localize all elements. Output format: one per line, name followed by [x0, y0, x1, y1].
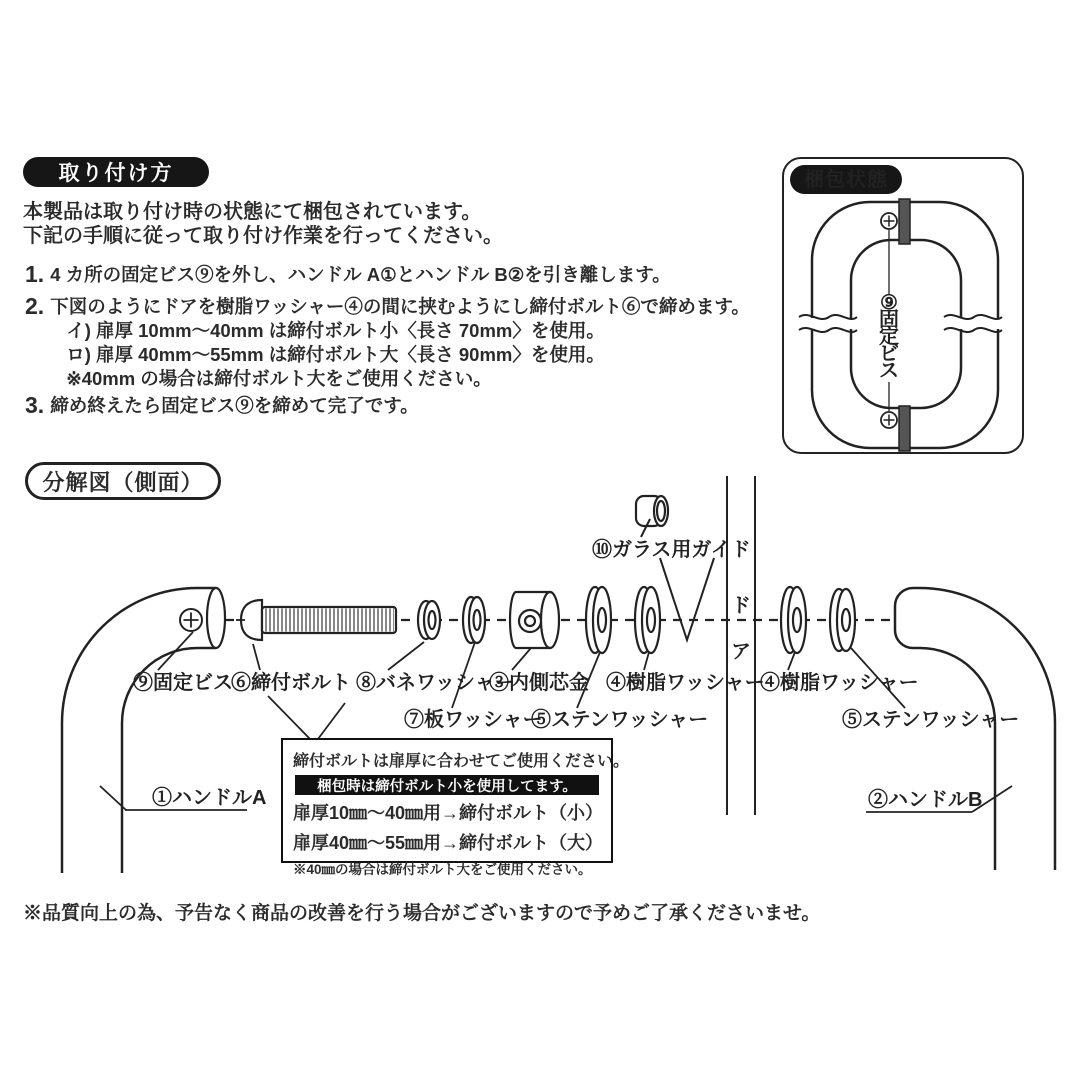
screw-label-char: 固: [879, 309, 899, 331]
intro-line-1: 本製品は取り付け時の状態にて梱包されています。: [23, 201, 482, 223]
screw-post-top: [899, 199, 910, 244]
packing-state-diagram: [780, 155, 1030, 460]
label-fixing-screw: ⑨固定ビス: [133, 672, 233, 694]
label-sten-washer-right: ⑤ステンワッシャー: [842, 709, 1020, 731]
spring-washer-shape: [418, 601, 440, 639]
step-2-option-a: イ) 扉厚 10mm～40mm は締付ボルト小〈長さ 70mm〉を使用。: [66, 320, 605, 341]
step-3-text: 締め終えたら固定ビス⑨を締めて完了です。: [50, 395, 419, 416]
label-resin-washer-left: ④樹脂ワッシャー: [606, 672, 765, 694]
step-1: [25, 263, 671, 286]
bolt-note-box: [281, 738, 630, 877]
phillips-screw-icon: [881, 412, 897, 428]
fixing-screw-icon: [180, 609, 202, 631]
step-3: [25, 394, 419, 417]
label-sten-washer-left: ⑤ステンワッシャー: [531, 709, 709, 731]
glass-guide-shape: [636, 496, 668, 537]
resin-washer-right-shape: [781, 587, 806, 653]
label-glass-guide: ⑩ガラス用ガイド: [592, 539, 751, 561]
inner-core-shape: [510, 592, 559, 648]
label-handle-b: ②ハンドルB: [868, 789, 983, 811]
note-banner: 梱包時は締付ボルト小を使用してます。: [295, 775, 599, 795]
glass-guide-pointer: [660, 558, 714, 640]
resin-washer-left-shape: [635, 587, 660, 653]
exploded-title: 分解図（側面）: [25, 462, 221, 500]
label-bolt: ⑥締付ボルト: [231, 672, 351, 694]
label-resin-washer-right: ④樹脂ワッシャー: [760, 672, 919, 694]
screw-label-char: ス: [879, 360, 899, 382]
label-handle-a: ①ハンドルA: [152, 787, 267, 809]
footer-disclaimer: ※品質向上の為、予告なく商品の改善を行う場合がございますので予めご了承くださいませ。: [23, 903, 821, 924]
screw-label-char: 定: [879, 326, 899, 348]
step-2-text: 下図のようにドアを樹脂ワッシャー④の間に挟むようにし締付ボルト⑥で締めます。: [50, 296, 750, 317]
phillips-screw-icon: [881, 213, 897, 229]
step-1-text: 4 カ所の固定ビス⑨を外し、ハンドル A①とハンドル B②を引き離します。: [50, 264, 671, 285]
screw-label-char: ビ: [879, 343, 899, 365]
step-1-number: 1.: [25, 261, 45, 287]
note-line-1: 締付ボルトは扉厚に合わせてご使用ください。: [293, 753, 630, 770]
screw-label-char: ⑨: [880, 292, 898, 314]
bolt-shape: [236, 600, 396, 640]
step-2-number: 2.: [25, 293, 45, 319]
screw-post-bottom: [899, 406, 910, 451]
intro-line-2: 下記の手順に従って取り付け作業を行ってください。: [23, 225, 503, 247]
note-line-4: ※40㎜の場合は締付ボルト大をご使用ください。: [293, 862, 592, 877]
note-line-2: 扉厚10㎜～40㎜用→締付ボルト（小）: [293, 803, 604, 823]
install-title: 取り付け方: [23, 157, 209, 187]
step-2: [25, 295, 750, 390]
step-2-option-b: ロ) 扉厚 40mm～55mm は締付ボルト大〈長さ 90mm〉を使用。: [66, 344, 605, 365]
door-label-char: ア: [731, 641, 751, 663]
label-core: ③内側芯金: [489, 672, 589, 694]
label-spring-washer: ⑧バネワッシャー: [356, 672, 515, 694]
handle-a-shape: [62, 588, 225, 873]
packing-title: 梱包状態: [804, 169, 888, 191]
packing-screw-label: [879, 292, 899, 382]
step-2-note: ※40mm の場合は締付ボルト大をご使用ください。: [66, 368, 492, 389]
sten-washer-right-shape: [830, 589, 855, 651]
door-label-char: ド: [731, 595, 751, 617]
step-3-number: 3.: [25, 392, 45, 418]
plate-washer-shape: [463, 597, 485, 643]
label-plate-washer: ⑦板ワッシャー: [404, 709, 543, 731]
sten-washer-left-shape: [586, 587, 611, 653]
note-line-3: 扉厚40㎜～55㎜用→締付ボルト（大）: [293, 833, 604, 853]
intro-text: [23, 200, 503, 248]
